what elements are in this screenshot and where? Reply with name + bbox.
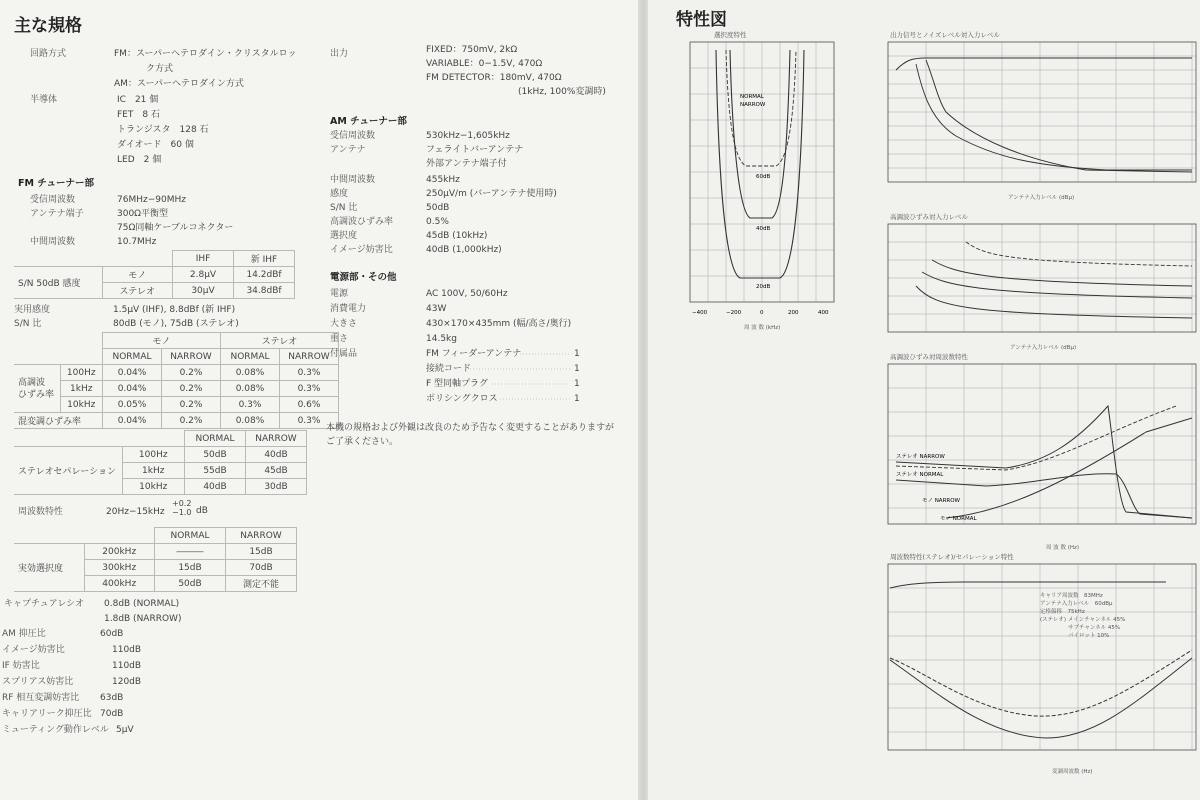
output-label: 出力 xyxy=(330,49,349,59)
cell: 15dB xyxy=(226,544,297,560)
am-spec-value: 530kHz−1,605kHz xyxy=(426,131,510,141)
cell: 40dB xyxy=(246,447,307,463)
g5-separation-curve xyxy=(890,658,1192,738)
g1-curve-normal xyxy=(716,50,804,278)
col-narrow: NARROW xyxy=(226,528,297,544)
accessories-label: 付属品 xyxy=(330,349,358,359)
g1-label: 20dB xyxy=(756,284,771,290)
cell: 30μV xyxy=(173,283,234,299)
g4-label: モノ NARROW xyxy=(922,498,960,504)
semis-item: LED 2 個 xyxy=(117,155,162,165)
cell: 45dB xyxy=(246,463,307,479)
fm-spec-value: 76MHz−90MHz xyxy=(117,195,186,205)
cell: 0.08% xyxy=(221,413,280,429)
output-line: FM DETECTOR：180mV, 470Ω xyxy=(426,73,562,83)
cell: 0.2% xyxy=(162,381,221,397)
row-freq: 10kHz xyxy=(60,397,103,413)
g3-title: 高調波ひずみ対入力レベル xyxy=(890,213,968,221)
semis-item: ダイオード 60 個 xyxy=(117,140,194,150)
am-spec-label: S/N 比 xyxy=(330,203,358,213)
circuit-fm: FM：スーパーヘテロダイン・クリスタルロッ xyxy=(114,49,297,59)
cell: 0.04% xyxy=(103,365,162,381)
misc-label: キャリアリーク抑圧比 xyxy=(2,709,92,719)
g2-output-curve xyxy=(896,58,1192,70)
g4-xlabel: 周 波 数 (Hz) xyxy=(1046,545,1080,551)
power-spec-label: 重さ xyxy=(330,334,349,344)
accessory-name: 接続コード xyxy=(426,364,472,374)
carrier-note: キャリア周波数 83MHz xyxy=(1040,593,1103,599)
cell: 55dB xyxy=(185,463,246,479)
imd-label: 混変調ひずみ率 xyxy=(14,413,103,429)
col-normal: NORMAL xyxy=(155,528,226,544)
g4-title: 高調波ひずみ対周波数特性 xyxy=(890,353,968,361)
cell: 15dB xyxy=(155,560,226,576)
fm-spec-label: 中間周波数 xyxy=(30,237,76,247)
capture-v1: 0.8dB (NORMAL) xyxy=(104,599,180,609)
am-spec-label: 中間周波数 xyxy=(330,175,376,185)
semis-label: 半導体 xyxy=(30,95,58,105)
spec-title: 主な規格 xyxy=(14,16,82,36)
accessory-qty: 1 xyxy=(574,379,580,389)
cell: 0.04% xyxy=(103,413,162,429)
g4-curve xyxy=(946,418,1192,518)
g1-xtick: 200 xyxy=(788,310,799,316)
am-spec-label: イメージ妨害比 xyxy=(330,245,393,255)
col-stereo: ステレオ xyxy=(221,333,339,349)
power-spec-value: 43W xyxy=(426,304,447,314)
am-spec-value: 50dB xyxy=(426,203,450,213)
cell: 40dB xyxy=(185,479,246,495)
cell: 0.3% xyxy=(280,413,339,429)
row-freq: 1kHz xyxy=(60,381,103,397)
am-spec-label: 感度 xyxy=(330,189,349,199)
col-new-ihf: 新 IHF xyxy=(234,251,295,267)
thd-frequency-graph xyxy=(886,362,1198,538)
g4-curve xyxy=(896,474,1192,518)
cell: 0.6% xyxy=(280,397,339,413)
misc-label: RF 相互変調妨害比 xyxy=(2,693,80,703)
power-spec-label: 消費電力 xyxy=(330,304,367,314)
row-freq: 200kHz xyxy=(84,544,155,560)
g2-title: 出力信号とノイズレベル対入力レベル xyxy=(890,31,1000,39)
col-narrow: NARROW xyxy=(162,349,221,365)
output-line: (1kHz, 100%変調時) xyxy=(518,87,606,97)
col-narrow: NARROW xyxy=(280,349,339,365)
freq-resp-label: 周波数特性 xyxy=(18,507,64,517)
separation-label: ステレオセパレーション xyxy=(14,447,122,495)
am-spec-value: 0.5% xyxy=(426,217,449,227)
circuit-label: 回路方式 xyxy=(30,49,67,59)
am-spec-label: 選択度 xyxy=(330,231,358,241)
power-spec-value: 430×170×435mm (幅/高さ/奥行) xyxy=(426,319,572,329)
g5-title: 周波数特性(ステレオ)/セパレーション特性 xyxy=(890,553,1014,561)
cell: 0.3% xyxy=(280,381,339,397)
fm-spec-label: アンテナ端子 xyxy=(30,209,84,219)
g4-label: モノ NORMAL xyxy=(940,516,977,522)
accessory-name: ポリシングクロス xyxy=(426,394,498,404)
cell: 34.8dBf xyxy=(234,283,295,299)
cell: 0.3% xyxy=(221,397,280,413)
misc-value: 120dB xyxy=(112,677,142,687)
accessory-qty: 1 xyxy=(574,364,580,374)
am-spec-value: 455kHz xyxy=(426,175,460,185)
accessory-qty: 1 xyxy=(574,349,580,359)
thd-group-label-1: 高調波 xyxy=(18,377,46,388)
power-spec-value: AC 100V, 50/60Hz xyxy=(426,289,508,299)
semis-item: IC 21 個 xyxy=(117,95,159,105)
cell: 0.05% xyxy=(103,397,162,413)
g1-title: 選択度特性 xyxy=(714,31,747,39)
g3-curve xyxy=(966,242,1192,266)
output-line: VARIABLE：0−1.5V, 470Ω xyxy=(426,59,543,69)
power-spec-label: 大きさ xyxy=(330,319,358,329)
usable-label: 実用感度 xyxy=(14,305,51,315)
g1-xlabel: 周 波 数 (kHz) xyxy=(744,325,781,331)
g3-curve xyxy=(932,260,1192,286)
semis-item: FET 8 石 xyxy=(117,110,160,120)
freq-resp-unit: dB xyxy=(196,506,208,516)
accessory-name: F 型同軸プラグ xyxy=(426,379,489,389)
fm-spec-value: 10.7MHz xyxy=(117,237,157,247)
fm-spec-label: 受信周波数 xyxy=(30,195,76,205)
cell: 14.2dBf xyxy=(234,267,295,283)
g4-label: ステレオ NORMAL xyxy=(896,472,944,478)
separation-table xyxy=(14,430,307,495)
row-freq: 1kHz xyxy=(122,463,185,479)
g3-curve xyxy=(916,286,1192,318)
row-freq: 100Hz xyxy=(60,365,103,381)
am-spec-label: 高調波ひずみ率 xyxy=(330,217,394,227)
sn-ratio-value: 80dB (モノ), 75dB (ステレオ) xyxy=(113,319,239,329)
col-normal: NORMAL xyxy=(221,349,280,365)
carrier-note: パイロット 10% xyxy=(1068,633,1110,639)
misc-value: 110dB xyxy=(112,645,142,655)
cell: ――― xyxy=(155,544,226,560)
carrier-note: アンテナ入力レベル 60dBμ xyxy=(1040,601,1113,607)
output-line: FIXED：750mV, 2kΩ xyxy=(426,45,518,55)
cell: 0.3% xyxy=(280,365,339,381)
g1-grid xyxy=(690,42,834,302)
semis-item: トランジスタ 128 石 xyxy=(117,125,209,135)
cell: 2.8μV xyxy=(173,267,234,283)
freq-resp-base: 20Hz−15kHz xyxy=(106,507,165,517)
cell: 0.2% xyxy=(162,397,221,413)
g2-xlabel: アンテナ入力レベル (dBμ) xyxy=(1008,195,1075,201)
misc-value: 5μV xyxy=(116,725,134,735)
g1-xtick: −400 xyxy=(692,310,708,316)
am-spec-label: アンテナ xyxy=(330,145,366,155)
misc-label: AM 抑圧比 xyxy=(2,629,46,639)
power-section-heading: 電源部・その他 xyxy=(330,272,397,283)
row-freq: 400kHz xyxy=(84,576,155,592)
row-freq: 100Hz xyxy=(122,447,185,463)
am-spec-label: 受信周波数 xyxy=(330,131,376,141)
cell: 測定不能 xyxy=(226,576,297,592)
am-spec-value: フェライトバーアンテナ xyxy=(426,145,524,155)
accessory-name: FM フィーダーアンテナ xyxy=(426,349,522,359)
am-spec-value: 45dB (10kHz) xyxy=(426,231,488,241)
circuit-am: AM：スーパーヘテロダイン方式 xyxy=(114,79,244,89)
cell: 30dB xyxy=(246,479,307,495)
note-line: ご了承ください。 xyxy=(326,437,399,447)
col-ihf: IHF xyxy=(173,251,234,267)
misc-value: 70dB xyxy=(100,709,124,719)
col-narrow: NARROW xyxy=(246,431,307,447)
misc-label: IF 妨害比 xyxy=(2,661,40,671)
usable-value: 1.5μV (IHF), 8.8dBf (新 IHF) xyxy=(113,305,236,315)
selectivity-graph xyxy=(688,40,838,320)
output-noise-graph xyxy=(886,40,1198,190)
cell: 0.2% xyxy=(162,365,221,381)
g5-xlabel: 変調周波数 (Hz) xyxy=(1052,769,1093,775)
fm-spec-value: 300Ω平衡型 xyxy=(117,209,169,219)
graphs-title: 特性図 xyxy=(676,10,727,30)
capture-v2: 1.8dB (NARROW) xyxy=(104,614,182,624)
row-stereo: ステレオ xyxy=(102,283,173,299)
misc-label: スプリアス妨害比 xyxy=(2,677,74,687)
g1-label: NARROW xyxy=(740,102,766,108)
g2-hgrid xyxy=(888,42,1196,182)
cell: 0.2% xyxy=(162,413,221,429)
thd-input-graph xyxy=(886,222,1198,342)
am-spec-value: 40dB (1,000kHz) xyxy=(426,245,502,255)
misc-label: ミューティング動作レベル xyxy=(2,725,109,735)
cell: 50dB xyxy=(185,447,246,463)
g1-xtick: 400 xyxy=(818,310,829,316)
g5-freq-resp-curve xyxy=(890,582,1166,588)
carrier-note: (ステレオ) メインチャンネル 45% xyxy=(1040,617,1126,623)
col-normal: NORMAL xyxy=(103,349,162,365)
row-mono: モノ xyxy=(102,267,173,283)
col-normal: NORMAL xyxy=(185,431,246,447)
thd-group-label-2: ひずみ率 xyxy=(18,389,55,400)
fm-section-heading: FM チューナー部 xyxy=(18,178,94,189)
selectivity-table xyxy=(14,527,297,592)
am-section-heading: AM チューナー部 xyxy=(330,116,407,127)
misc-label: イメージ妨害比 xyxy=(2,645,65,655)
row-freq: 10kHz xyxy=(122,479,185,495)
g4-label: ステレオ NARROW xyxy=(896,454,945,460)
carrier-note: サブチャンネル 45% xyxy=(1068,625,1121,631)
right-page xyxy=(648,0,1200,800)
cell: 50dB xyxy=(155,576,226,592)
g1-label: NORMAL xyxy=(740,94,764,100)
cell: 0.04% xyxy=(103,381,162,397)
freq-resp-plus: +0.2 xyxy=(172,499,192,508)
selectivity-label: 実効選択度 xyxy=(14,544,84,592)
note-line: 本機の規格および外観は改良のため予告なく変更することがありますが xyxy=(326,423,615,433)
sn50-label: S/N 50dB 感度 xyxy=(14,267,102,299)
fm-spec-value: 75Ω同軸ケーブルコネクター xyxy=(117,223,234,233)
g1-xtick: 0 xyxy=(760,310,764,316)
am-spec-value: 外部アンテナ端子付 xyxy=(426,159,507,169)
g1-xtick: −200 xyxy=(726,310,742,316)
cell: 0.08% xyxy=(221,381,280,397)
g1-label: 40dB xyxy=(756,226,771,232)
freq-resp-minus: −1.0 xyxy=(172,508,192,517)
carrier-note: 定格偏移 75kHz xyxy=(1040,609,1085,615)
sn-ratio-label: S/N 比 xyxy=(14,319,42,329)
cell: 0.08% xyxy=(221,365,280,381)
misc-value: 110dB xyxy=(112,661,142,671)
misc-value: 63dB xyxy=(100,693,124,703)
col-mono: モノ xyxy=(103,333,221,349)
g1-label: 60dB xyxy=(756,174,771,180)
circuit-fm-cont: ク方式 xyxy=(146,64,174,74)
g2-noise-mono xyxy=(926,60,1192,172)
capture-label: キャプチュアレシオ xyxy=(4,599,85,609)
cell: 70dB xyxy=(226,560,297,576)
leader-dots xyxy=(0,0,640,420)
g1-curve-narrow xyxy=(730,50,790,218)
row-freq: 300kHz xyxy=(84,560,155,576)
g2-grid xyxy=(888,42,1196,182)
am-spec-value: 250μV/m (バーアンテナ使用時) xyxy=(426,189,557,199)
accessory-qty: 1 xyxy=(574,394,580,404)
power-spec-label: 電源 xyxy=(330,289,349,299)
g3-xlabel: アンテナ入力レベル (dBμ) xyxy=(1010,345,1077,351)
misc-value: 60dB xyxy=(100,629,124,639)
power-spec-value: 14.5kg xyxy=(426,334,457,344)
